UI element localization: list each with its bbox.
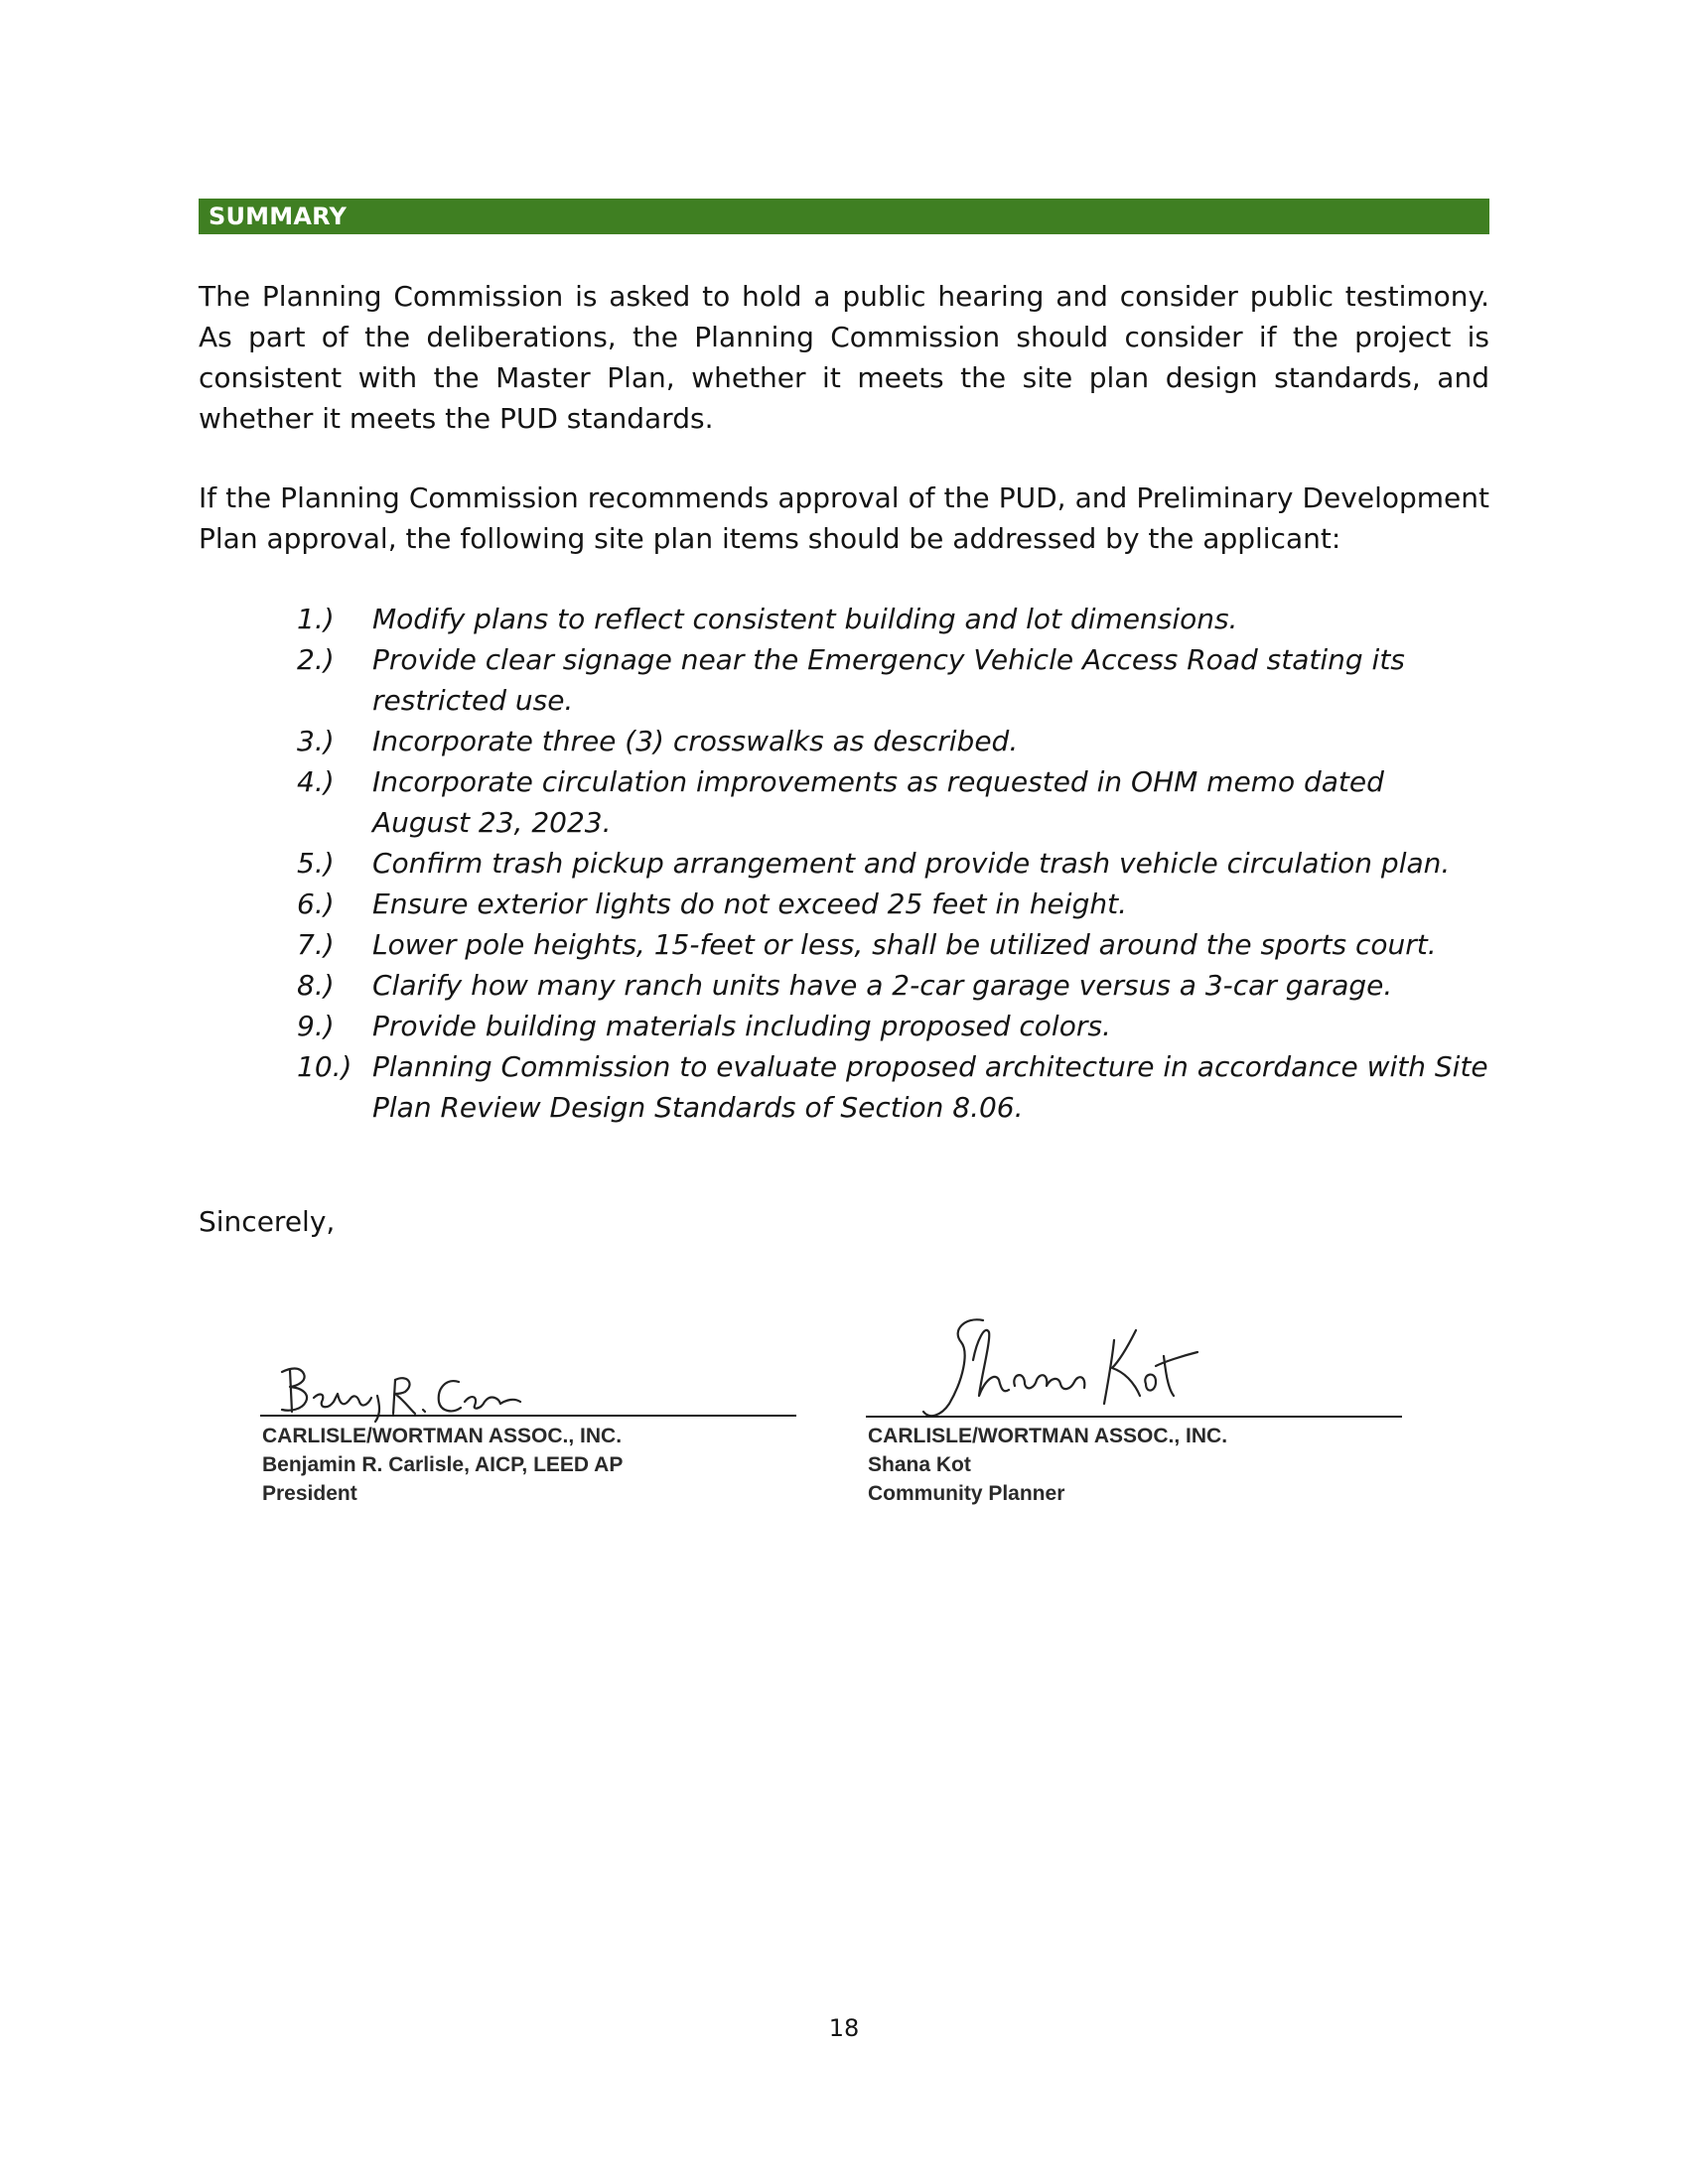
list-item-number: 7.) <box>297 928 335 961</box>
signatory-title: Community Planner <box>868 1482 1065 1505</box>
list-item <box>199 843 1489 884</box>
site-plan-items-list <box>199 599 1489 1128</box>
signature-line <box>866 1416 1402 1418</box>
signature-line <box>260 1415 796 1417</box>
list-item-text: Provide clear signage near the Emergency Vehicle Access Road stating its restricted use. <box>372 643 1405 717</box>
list-item-number: 8.) <box>297 969 335 1002</box>
list-item <box>199 1046 1489 1128</box>
summary-paragraph: The Planning Commission is asked to hold a public hearing and consider public testimony. As part of the deliberations, the Planning Commission should consider if the project is consistent with the Master Plan, whether it meets the site plan design standards, and whether it meets the PUD standards. <box>199 280 1489 435</box>
list-item-number: 6.) <box>297 887 335 920</box>
list-item-text: Confirm trash pickup arrangement and provide trash vehicle circulation plan. <box>372 847 1451 880</box>
list-item <box>199 924 1489 965</box>
list-item-text: Lower pole heights, 15-feet or less, shall be utilized around the sports court. <box>372 928 1437 961</box>
list-item-text: Clarify how many ranch units have a 2-car garage versus a 3-car garage. <box>372 969 1393 1002</box>
list-item <box>199 599 1489 639</box>
signatory-name: Benjamin R. Carlisle, AICP, LEED AP <box>262 1453 624 1476</box>
list-item <box>199 721 1489 761</box>
list-item-number: 5.) <box>297 847 335 880</box>
list-item <box>199 639 1489 721</box>
list-item <box>199 1006 1489 1046</box>
list-item <box>199 965 1489 1006</box>
closing-salutation: Sincerely, <box>199 1205 336 1238</box>
page-number: 18 <box>828 2014 860 2042</box>
signatory-name: Shana Kot <box>868 1453 971 1476</box>
list-item-text: Provide building materials including proposed colors. <box>372 1010 1111 1042</box>
list-item <box>199 884 1489 924</box>
handwritten-signature-kot <box>866 1300 1402 1430</box>
signatory-firm: CARLISLE/WORTMAN ASSOC., INC. <box>868 1425 1228 1447</box>
list-item-text: Incorporate circulation improvements as requested in OHM memo dated August 23, 2023. <box>372 765 1384 839</box>
signatory-details <box>868 1422 1227 1508</box>
list-item-number: 2.) <box>297 643 335 676</box>
list-item-text: Planning Commission to evaluate proposed architecture in accordance with Site Plan Review Design Standards of Section 8.06. <box>372 1050 1488 1124</box>
list-item-number: 10.) <box>297 1050 352 1083</box>
list-item-number: 9.) <box>297 1010 335 1042</box>
list-item-number: 4.) <box>297 765 335 798</box>
summary-header: SUMMARY <box>199 199 1489 234</box>
signatory-details <box>262 1422 623 1508</box>
list-item-number: 3.) <box>297 725 335 757</box>
list-item-text: Ensure exterior lights do not exceed 25 feet in height. <box>372 887 1127 920</box>
signatory-firm: CARLISLE/WORTMAN ASSOC., INC. <box>262 1425 623 1447</box>
list-item <box>199 761 1489 843</box>
signatory-title: President <box>262 1482 357 1505</box>
list-item-number: 1.) <box>297 603 335 635</box>
recommendation-paragraph: If the Planning Commission recommends approval of the PUD, and Preliminary Development Plan approval, the following site plan items should be addressed by the applicant: <box>199 481 1489 555</box>
list-item-text: Modify plans to reflect consistent building and lot dimensions. <box>372 603 1238 635</box>
list-item-text: Incorporate three (3) crosswalks as described. <box>372 725 1019 757</box>
